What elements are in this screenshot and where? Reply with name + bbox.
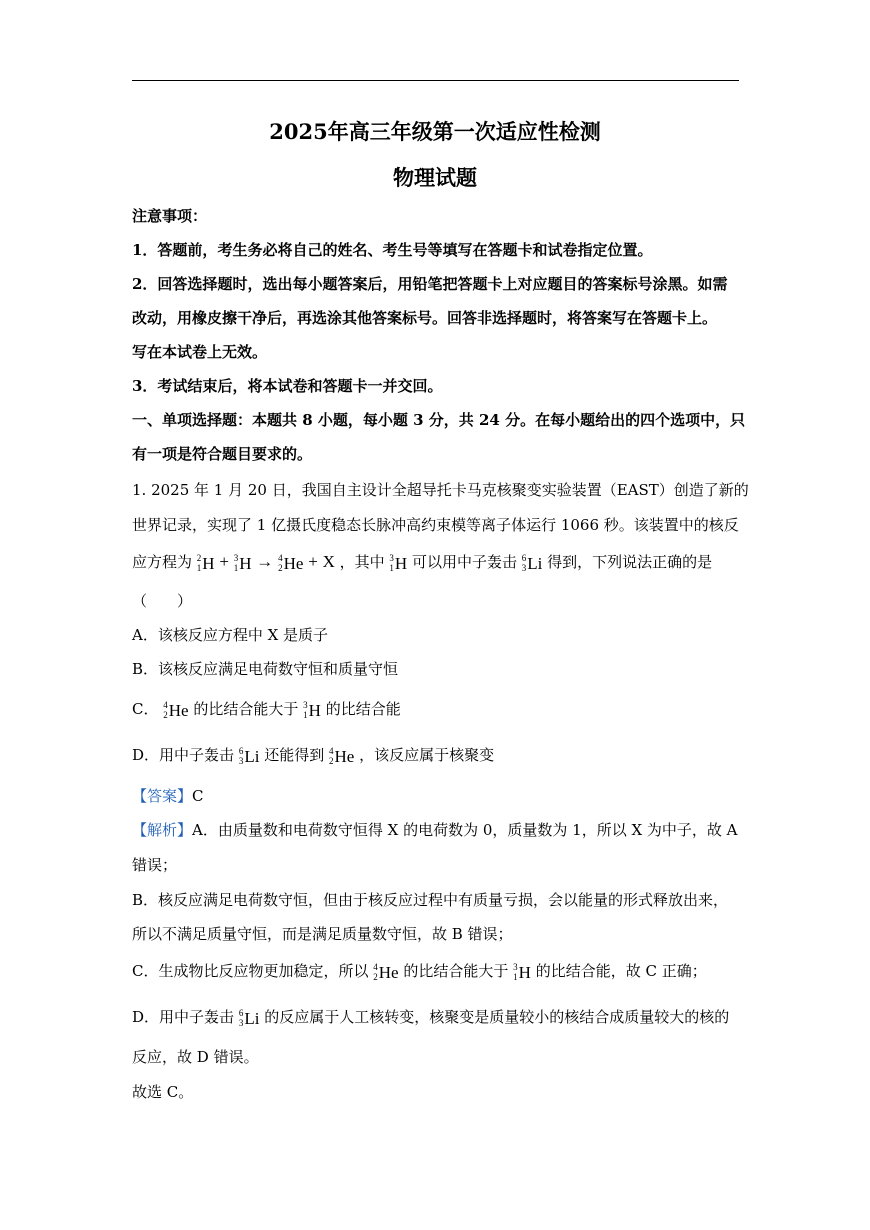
- q1-option-c: C． 4 2 He 的比结合能大于 3 1 H 的比结合能: [132, 700, 401, 720]
- notice-item-2-line-3: 写在本试卷上无效。: [132, 343, 268, 361]
- q1-option-b: B．该核反应满足电荷数守恒和质量守恒: [132, 660, 399, 678]
- nuclide-h3: 3 1 H: [303, 700, 321, 720]
- section-heading-line-1: 一、单项选择题：本题共 8 小题，每小题 3 分，共 24 分。在每小题给出的四个选项中，只: [132, 411, 746, 429]
- q1-option-a: A．该核反应方程中 X 是质子: [132, 626, 329, 644]
- nuclide-h3: 3 1 H: [389, 553, 408, 573]
- q1-stem-line-3: 应方程为 2 1 H + 3 1 H → 4 2 He + X ，其中 3 1 H 可以用中子轰击 6 3 Li 得到，下列说法正确的是: [132, 552, 713, 573]
- notice-item-2-line-2: 改动，用橡皮擦干净后，再选涂其他答案标号。回答非选择题时，将答案写在答题卡上。: [132, 309, 718, 327]
- analysis-b-line-1: B．核反应满足电荷数守恒，但由于核反应过程中有质量亏损，会以能量的形式释放出来，: [132, 891, 729, 909]
- q1-stem-line-1: 1. 2025 年 1 月 20 日，我国自主设计全超导托卡马克核聚变实验装置（EAST）创造了新的: [132, 481, 749, 499]
- q1-bracket: （ ）: [132, 592, 193, 610]
- nuclide-h2: 2 1 H: [196, 553, 215, 573]
- page-subtitle: 物理试题: [393, 165, 477, 190]
- analysis-b-line-2: 所以不满足质量守恒，而是满足质量数守恒，故 B 错误；: [132, 925, 513, 943]
- nuclide-li6: 6 3 Li: [521, 553, 543, 573]
- reaction-arrow: →: [256, 552, 274, 571]
- answer-tag: 【答案】: [132, 787, 193, 805]
- analysis-c: C．生成物比反应物更加稳定，所以 4 2 He 的比结合能大于 3 1 H 的比结合能，故 C 正确；: [132, 962, 707, 982]
- q1-option-d: D．用中子轰击 6 3 Li 还能得到 4 2 He ，该反应属于核聚变: [132, 746, 495, 766]
- section-heading-line-2: 有一项是符合题目要求的。: [132, 445, 313, 463]
- notice-heading: 注意事项：: [132, 207, 208, 225]
- notice-item-2-line-1: 2．回答选择题时，选出每小题答案后，用铅笔把答题卡上对应题目的答案标号涂黑。如需: [132, 275, 728, 293]
- nuclide-h3: 3 1 H: [233, 553, 252, 573]
- q1-stem-line-2: 世界记录，实现了 1 亿摄氏度稳态长脉冲高约束模等离子体运行 1066 秒。该装置中的核反: [132, 516, 739, 534]
- notice-item-1: 1．答题前，考生务必将自己的姓名、考生号等填写在答题卡和试卷指定位置。: [132, 241, 653, 259]
- nuclide-he4: 4 2 He: [163, 700, 189, 720]
- analysis-d-line-1: D．用中子轰击 6 3 Li 的反应属于人工核转变，核聚变是质量较小的核结合成质量较大的核的: [132, 1008, 730, 1028]
- top-rule: [132, 80, 739, 81]
- analysis-a-line-1: 【解析】A．由质量数和电荷数守恒得 X 的电荷数为 0，质量数为 1，所以 X 为中子，故 A: [132, 821, 738, 839]
- nuclide-he4: 4 2 He: [329, 746, 355, 766]
- nuclide-h3: 3 1 H: [513, 962, 531, 982]
- nuclide-li6: 6 3 Li: [238, 1008, 260, 1028]
- nuclide-he4: 4 2 He: [373, 962, 399, 982]
- particle-x: X: [322, 552, 335, 571]
- analysis-tag: 【解析】: [132, 821, 193, 839]
- page-title: 2025年高三年级第一次适应性检测: [269, 119, 601, 144]
- nuclide-he4: 4 2 He: [278, 553, 304, 573]
- analysis-a-line-2: 错误；: [132, 856, 178, 874]
- nuclide-li6: 6 3 Li: [238, 746, 260, 766]
- analysis-final: 故选 C。: [132, 1083, 194, 1101]
- answer-line: [132, 786, 739, 806]
- notice-item-3: 3．考试结束后，将本试卷和答题卡一并交回。: [132, 377, 443, 395]
- analysis-d-line-2: 反应，故 D 错误。: [132, 1048, 259, 1066]
- answer-value: C: [192, 787, 204, 805]
